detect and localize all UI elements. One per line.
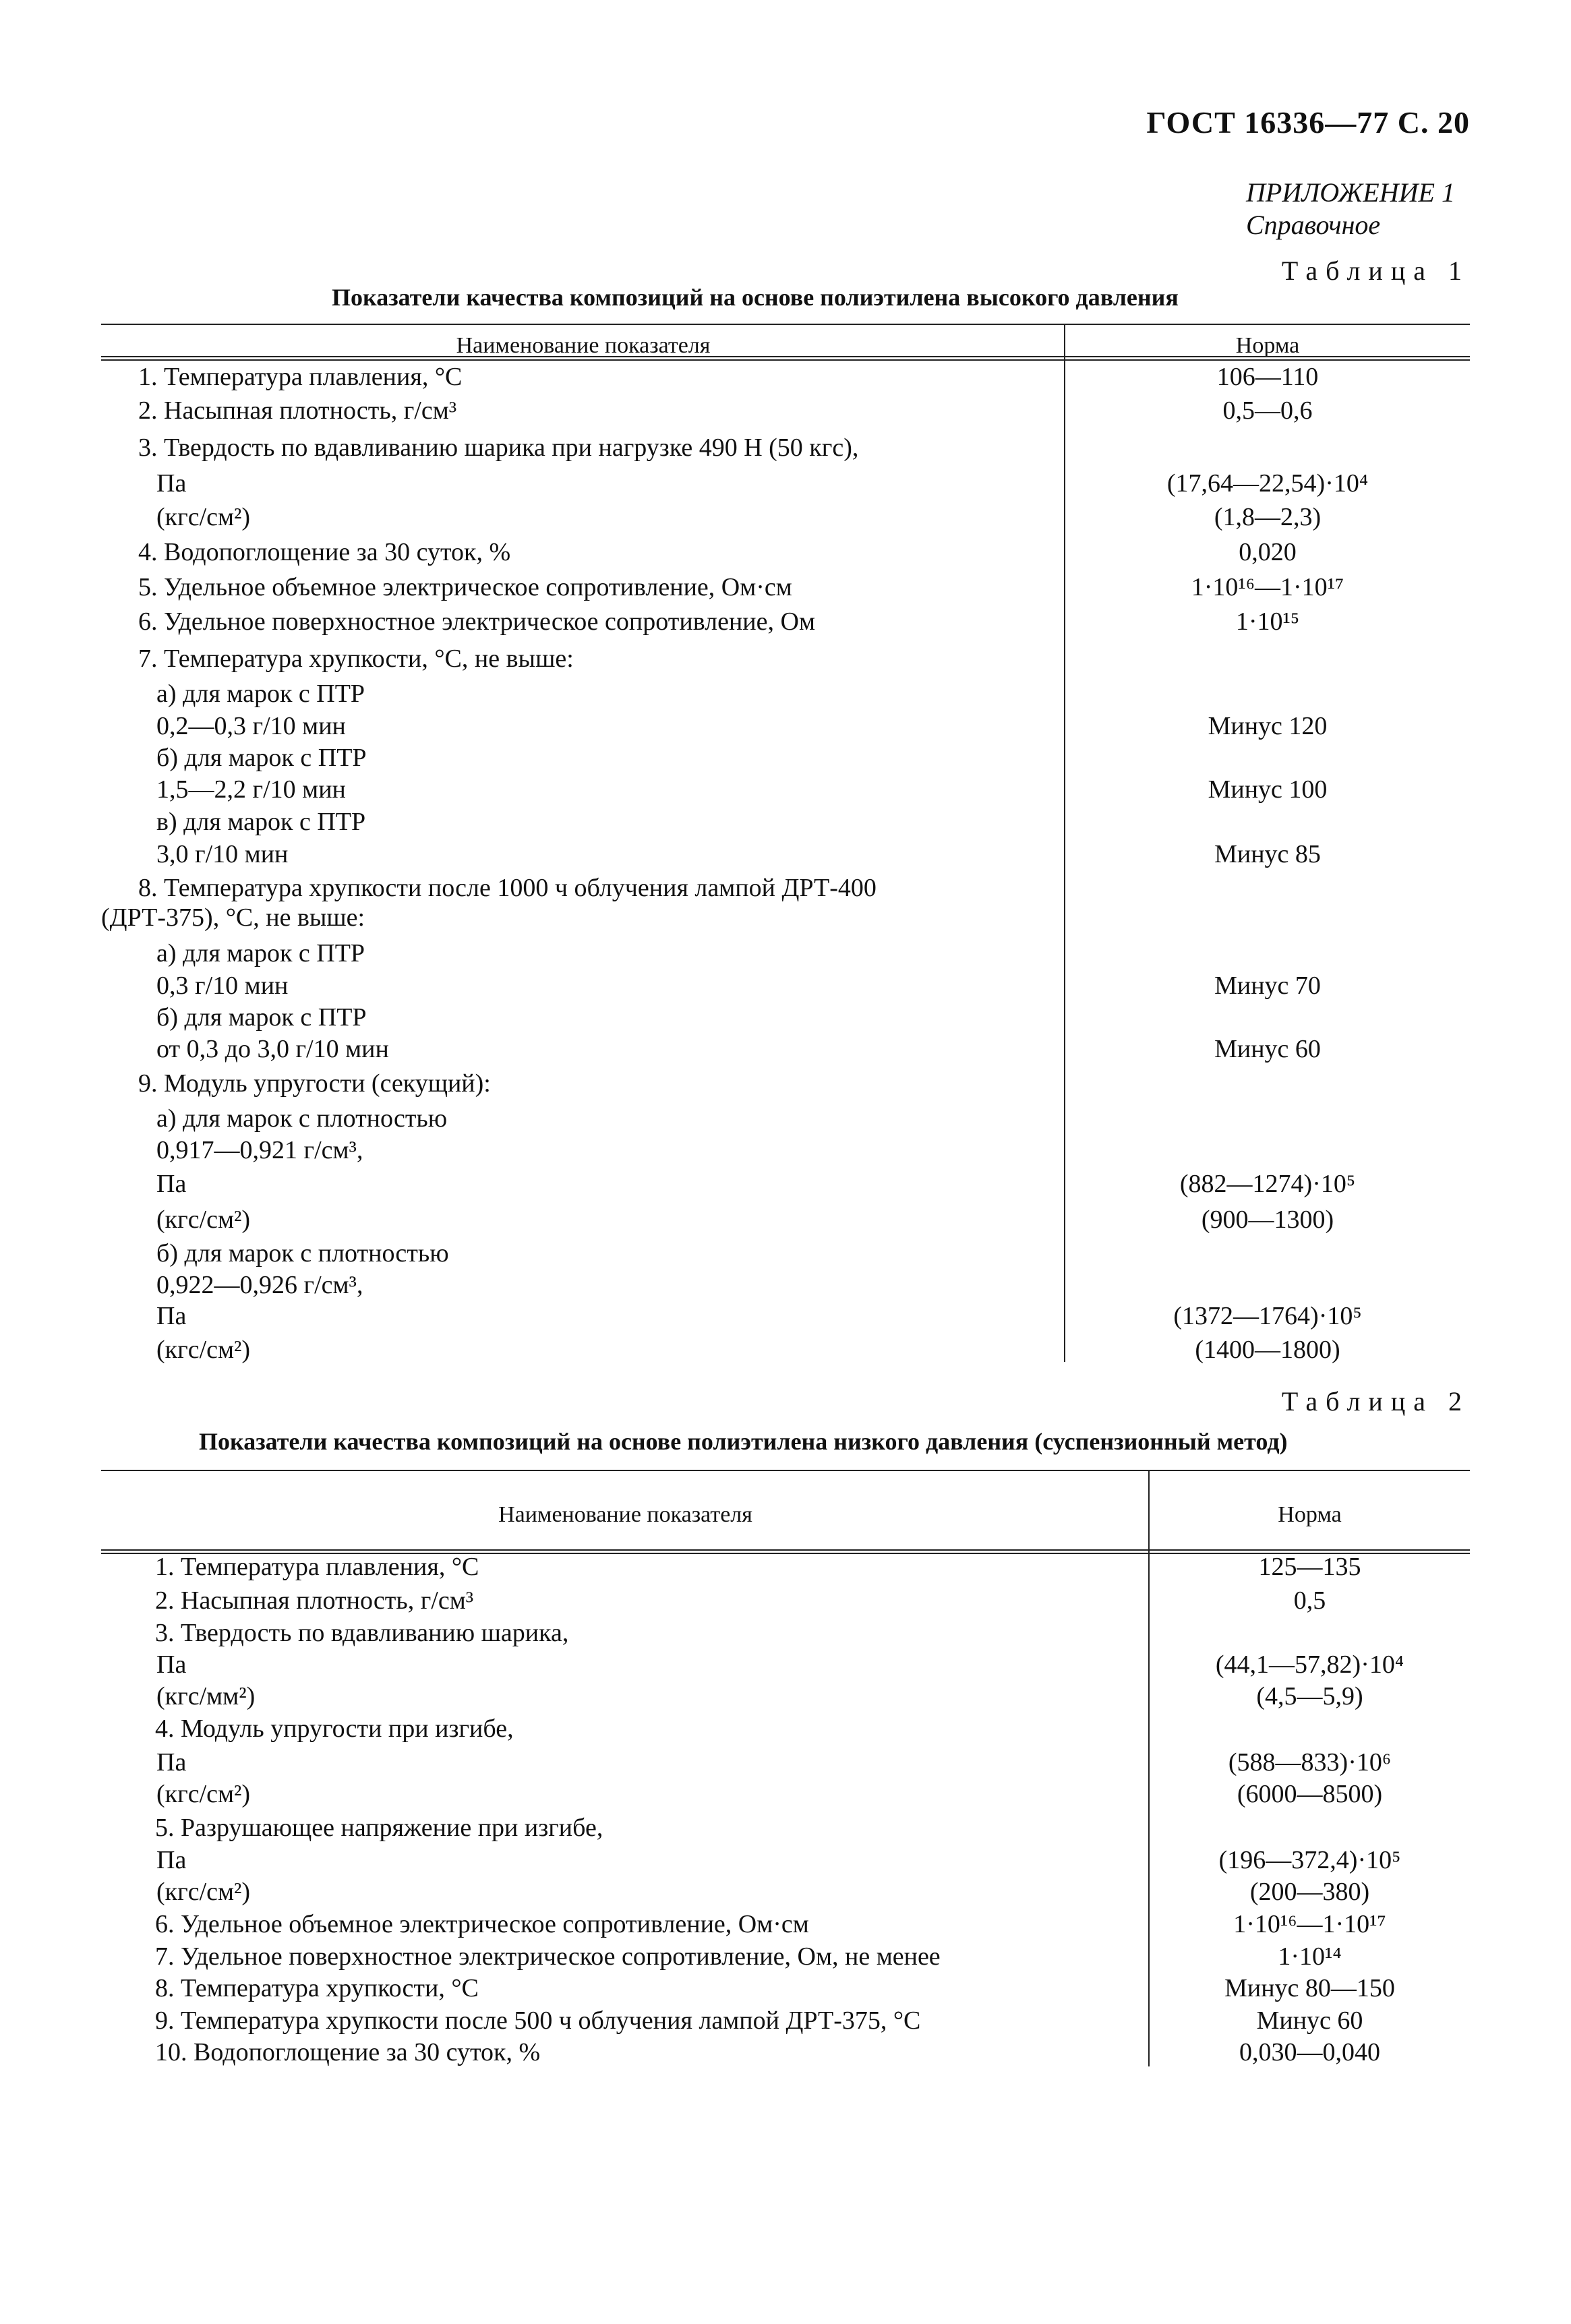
table1-row-27-text: б) для марок с плотностью <box>156 1239 449 1268</box>
appendix-title: ПРИЛОЖЕНИЕ 1 <box>1246 177 1455 208</box>
table1-row-1-value: 106—110 <box>1216 363 1319 391</box>
table1-row-30-value: (1400—1800) <box>1195 1336 1340 1364</box>
table1-row-2-value: 0,5—0,6 <box>1222 396 1313 425</box>
table2-row-5-text: (кгс/мм²) <box>156 1682 256 1710</box>
table1-row-15-value: Минус 85 <box>1214 840 1321 868</box>
appendix-block <box>1246 177 1455 241</box>
table1-row-18-text: а) для марок с ПТР <box>156 939 365 967</box>
table2-label: Таблица 2 <box>1281 1386 1470 1417</box>
table2-row-14-text: 8. Температура хрупкости, °С <box>155 1974 479 2002</box>
table1-row-17-text: (ДРТ-375), °С, не выше: <box>101 903 365 932</box>
table1-header-rule <box>101 356 1470 361</box>
table2-row-16-text: 10. Водопоглощение за 30 суток, % <box>155 2038 541 2066</box>
table2-row-13-text: 7. Удельное поверхностное электрическое сопротивление, Ом, не менее <box>155 1942 941 1971</box>
table1-row-29-value: (1372—1764)·10⁵ <box>1173 1302 1362 1330</box>
table1-row-22-text: 9. Модуль упругости (секущий): <box>138 1069 491 1098</box>
table1-row-16-text: 8. Температура хрупкости после 1000 ч облучения лампой ДРТ-400 <box>138 874 877 902</box>
table2-col-name: Наименование показателя <box>498 1502 752 1527</box>
table1-row-8-value: 1·10¹⁵ <box>1235 607 1300 636</box>
table1-row-1-text: 1. Температура плавления, °С <box>138 363 463 391</box>
table1-row-13-text: 1,5—2,2 г/10 мин <box>156 775 346 804</box>
table1-top-rule <box>101 324 1470 325</box>
table1-title: Показатели качества композиций на основе полиэтилена высокого давления <box>332 284 1179 311</box>
table1-row-4-value: (17,64—22,54)·10⁴ <box>1166 469 1369 498</box>
table1-col-name: Наименование показателя <box>456 333 711 358</box>
table1-row-29-text: Па <box>156 1302 187 1330</box>
table2-row-1-value: 125—135 <box>1258 1553 1361 1581</box>
table2-row-10-text: Па <box>156 1846 187 1874</box>
page-header: ГОСТ 16336—77 С. 20 <box>1146 105 1470 140</box>
table2-row-11-text: (кгс/см²) <box>156 1878 251 1906</box>
table2-row-7-value: (588—833)·10⁶ <box>1228 1748 1392 1777</box>
table2-row-4-value: (44,1—57,82)·10⁴ <box>1215 1650 1404 1679</box>
table1-row-26-value: (900—1300) <box>1201 1205 1334 1234</box>
table2-row-11-value: (200—380) <box>1249 1878 1370 1906</box>
table1-row-9-text: 7. Температура хрупкости, °С, не выше: <box>138 645 574 673</box>
appendix-subtitle: Справочное <box>1246 210 1381 240</box>
table2-row-2-value: 0,5 <box>1293 1586 1326 1615</box>
table2-row-15-value: Минус 60 <box>1256 2006 1363 2035</box>
table2-row-14-value: Минус 80—150 <box>1224 1974 1395 2002</box>
table1-label: Таблица 1 <box>1281 256 1470 286</box>
table2-row-3-text: 3. Твердость по вдавливанию шарика, <box>155 1619 569 1647</box>
table1-row-13-value: Минус 100 <box>1208 775 1328 804</box>
table2-row-13-value: 1·10¹⁴ <box>1278 1942 1342 1971</box>
table1-row-11-value: Минус 120 <box>1208 712 1328 740</box>
table2-row-15-text: 9. Температура хрупкости после 500 ч облучения лампой ДРТ-375, °С <box>155 2006 921 2035</box>
table2-row-1-text: 1. Температура плавления, °С <box>155 1553 479 1581</box>
table1-row-20-text: б) для марок с ПТР <box>156 1003 367 1032</box>
table2-row-12-value: 1·10¹⁶—1·10¹⁷ <box>1233 1910 1386 1938</box>
table1-row-8-text: 6. Удельное поверхностное электрическое сопротивление, Ом <box>138 607 815 636</box>
table1-row-6-value: 0,020 <box>1239 538 1297 566</box>
table1-row-2-text: 2. Насыпная плотность, г/см³ <box>138 396 457 425</box>
table1-row-28-text: 0,922—0,926 г/см³, <box>156 1271 363 1299</box>
table1-row-21-text: от 0,3 до 3,0 г/10 мин <box>156 1035 389 1063</box>
table2-row-10-value: (196—372,4)·10⁵ <box>1218 1846 1401 1874</box>
table1-row-30-text: (кгс/см²) <box>156 1336 251 1364</box>
table2-title: Показатели качества композиций на основе полиэтилена низкого давления (суспензионный метод) <box>199 1428 1288 1455</box>
table2-row-5-value: (4,5—5,9) <box>1256 1682 1363 1710</box>
table1-row-7-text: 5. Удельное объемное электрическое сопротивление, Ом·см <box>138 573 792 601</box>
table2-row-16-value: 0,030—0,040 <box>1239 2038 1380 2066</box>
table1-row-7-value: 1·10¹⁶—1·10¹⁷ <box>1191 573 1344 601</box>
table2-row-2-text: 2. Насыпная плотность, г/см³ <box>155 1586 474 1615</box>
table1-row-14-text: в) для марок с ПТР <box>156 808 366 836</box>
table1-row-21-value: Минус 60 <box>1214 1035 1321 1063</box>
table2-row-7-text: Па <box>156 1748 187 1777</box>
table2-row-8-value: (6000—8500) <box>1237 1780 1383 1808</box>
table1-row-10-text: а) для марок с ПТР <box>156 680 365 708</box>
table1-row-5-text: (кгс/см²) <box>156 503 251 531</box>
table1-row-25-value: (882—1274)·10⁵ <box>1179 1170 1356 1198</box>
table1-row-19-text: 0,3 г/10 мин <box>156 972 289 1000</box>
table2-row-9-text: 5. Разрушающее напряжение при изгибе, <box>155 1814 603 1842</box>
table2-row-12-text: 6. Удельное объемное электрическое сопротивление, Ом·см <box>155 1910 809 1938</box>
table1-row-6-text: 4. Водопоглощение за 30 суток, % <box>138 538 511 566</box>
table1-col-norm: Норма <box>1235 333 1300 358</box>
table1-row-19-value: Минус 70 <box>1214 972 1321 1000</box>
table2-row-6-text: 4. Модуль упругости при изгибе, <box>155 1715 514 1743</box>
table2-top-rule <box>101 1470 1470 1471</box>
table1-row-12-text: б) для марок с ПТР <box>156 744 367 772</box>
table2-row-8-text: (кгс/см²) <box>156 1780 251 1808</box>
table1-row-25-text: Па <box>156 1170 187 1198</box>
table1-row-23-text: а) для марок с плотностью <box>156 1104 448 1133</box>
table1-row-26-text: (кгс/см²) <box>156 1205 251 1234</box>
table2-col-norm: Норма <box>1278 1502 1342 1527</box>
table1-row-24-text: 0,917—0,921 г/см³, <box>156 1136 363 1164</box>
table1-row-5-value: (1,8—2,3) <box>1214 503 1322 531</box>
table1-row-3-text: 3. Твердость по вдавливанию шарика при нагрузке 490 Н (50 кгс), <box>138 434 859 462</box>
table2-row-4-text: Па <box>156 1650 187 1679</box>
table1-row-15-text: 3,0 г/10 мин <box>156 840 289 868</box>
table1-row-4-text: Па <box>156 469 187 498</box>
table1-row-11-text: 0,2—0,3 г/10 мин <box>156 712 346 740</box>
